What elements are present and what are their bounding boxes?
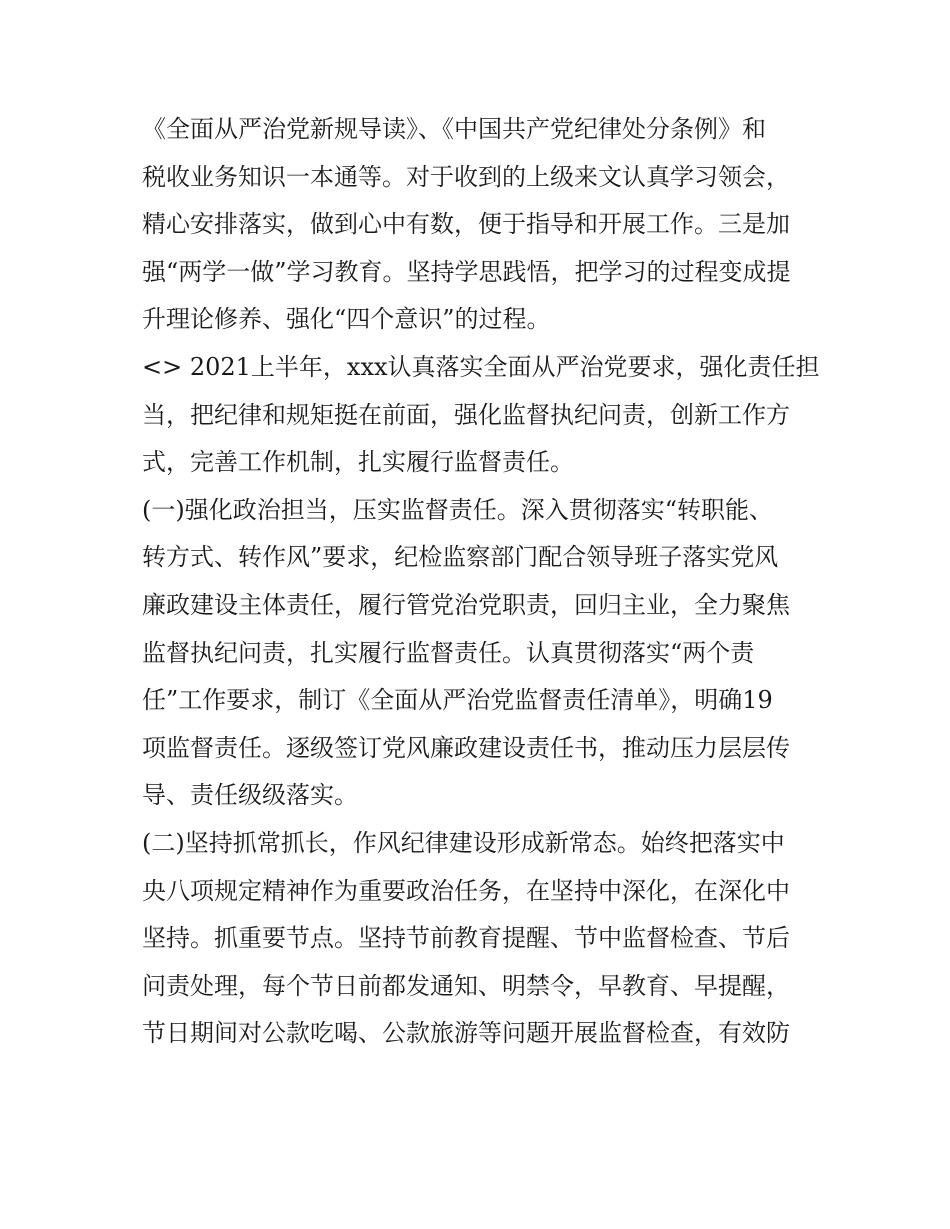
text-line: 式，完善工作机制，扎实履行监督责任。 [142, 448, 574, 477]
text-line: 转方式、转作风”要求，纪检监察部门配合领导班子落实党风 [142, 543, 779, 572]
text-line: 导、责任级级落实。 [142, 781, 358, 810]
text-line: 问责处理，每个节日前都发通知、明禁令，早教育、早提醒， [142, 971, 790, 1000]
text-line: 升理论修养、强化“四个意识”的过程。 [142, 305, 551, 334]
text-line: 央八项规定精神作为重要政治任务，在坚持中深化，在深化中 [142, 876, 790, 905]
text-line: (二)坚持抓常抓长，作风纪律建设形成新常态。始终把落实中 [142, 828, 785, 857]
text-line: 廉政建设主体责任，履行管党治党职责，回归主业，全力聚焦 [142, 590, 790, 619]
text-line: 当，把纪律和规矩挺在前面，强化监督执纪问责，创新工作方 [142, 400, 790, 429]
document-body [142, 106, 822, 1058]
text-line: 任”工作要求，制订《全面从严治党监督责任清单》，明确19 [142, 686, 773, 715]
text-line: 项监督责任。逐级签订党风廉政建设责任书，推动压力层层传 [142, 733, 790, 762]
text-line: 《全面从严治党新规导读》、《中国共产党纪律处分条例》和 [142, 115, 766, 143]
text-line: 坚持。抓重要节点。坚持节前教育提醒、节中监督检查、节后 [142, 924, 790, 953]
text-line: 节日期间对公款吃喝、公款旅游等问题开展监督检查，有效防 [142, 1019, 790, 1048]
text-line: 税收业务知识一本通等。对于收到的上级来文认真学习领会， [142, 162, 790, 191]
text-line: 精心安排落实，做到心中有数，便于指导和开展工作。三是加 [142, 210, 790, 239]
text-line: (一)强化政治担当，压实监督责任。深入贯彻落实“转职能、 [142, 495, 773, 524]
text-line: 强“两学一做”学习教育。坚持学思践悟，把学习的过程变成提 [142, 257, 791, 286]
text-line: <> 2021上半年，xxx认真落实全面从严治党要求，强化责任担 [142, 352, 820, 381]
text-line: 监督执纪问责，扎实履行监督责任。认真贯彻落实“两个责 [142, 638, 755, 667]
